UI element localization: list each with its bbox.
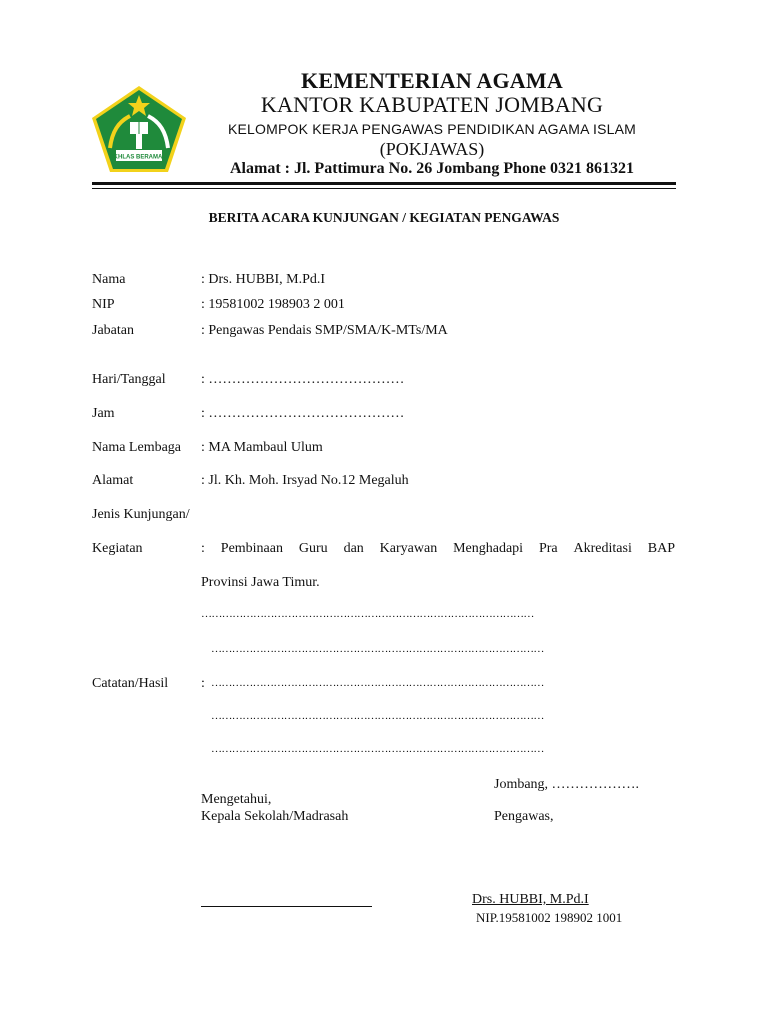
value-alamat: : Jl. Kh. Moh. Irsyad No.12 Megaluh — [201, 473, 409, 488]
kegiatan-word: Guru — [298, 541, 328, 556]
catatan-dotted-line-3: …………………………………………………………………………………… — [211, 743, 544, 755]
ministry-name: KEMENTERIAN AGAMA — [301, 68, 563, 93]
acknowledged-label: Mengetahui, — [201, 792, 272, 807]
supervisor-title: Pengawas, — [494, 809, 554, 824]
value-nama: : Drs. HUBBI, M.Pd.I — [201, 272, 326, 287]
value-kegiatan-line2: Provinsi Jawa Timur. — [201, 575, 320, 590]
principal-signature-line — [201, 906, 372, 907]
letterhead-divider-thick — [92, 182, 676, 185]
value-hari-tanggal: : …………………………………… — [201, 372, 405, 387]
label-jam: Jam — [92, 406, 115, 421]
kegiatan-word: Menghadapi — [453, 541, 524, 556]
place-date: Jombang, ………………. — [494, 777, 640, 792]
document-title: BERITA ACARA KUNJUNGAN / KEGIATAN PENGAWAS — [208, 210, 560, 225]
group-name: KELOMPOK KERJA PENGAWAS PENDIDIKAN AGAMA ISLAM — [227, 121, 637, 137]
catatan-colon: : — [201, 676, 205, 691]
value-jam: : …………………………………… — [201, 406, 405, 421]
kegiatan-dotted-line-1: …………………………………………………………………………………… — [201, 608, 534, 620]
kemenag-logo — [90, 84, 188, 174]
value-jabatan: : Pengawas Pendais SMP/SMA/K-MTs/MA — [201, 323, 448, 338]
kegiatan-word: Pra — [538, 541, 558, 556]
kegiatan-word: Akreditasi — [573, 541, 632, 556]
value-nip: : 19581002 198903 2 001 — [201, 297, 345, 312]
label-hari-tanggal: Hari/Tanggal — [92, 372, 166, 387]
group-acronym: (POKJAWAS) — [379, 139, 485, 159]
label-nip: NIP — [92, 297, 115, 312]
supervisor-name: Drs. HUBBI, M.Pd.I — [472, 892, 589, 907]
catatan-dotted-line-1: …………………………………………………………………………………… — [211, 677, 544, 689]
kegiatan-word: BAP — [647, 541, 675, 556]
kegiatan-word: dan — [343, 541, 364, 556]
label-nama-lembaga: Nama Lembaga — [92, 440, 182, 455]
label-alamat: Alamat — [92, 473, 134, 488]
catatan-dotted-line-2: …………………………………………………………………………………… — [211, 710, 544, 722]
letterhead-divider-thin — [92, 188, 676, 189]
kegiatan-colon: : — [201, 541, 205, 556]
label-jabatan: Jabatan — [92, 323, 134, 338]
supervisor-nip: NIP.19581002 198902 1001 — [476, 910, 623, 925]
kegiatan-dotted-line-2: …………………………………………………………………………………… — [211, 643, 544, 655]
principal-title: Kepala Sekolah/Madrasah — [201, 809, 349, 824]
logo-banner-text: IKHLAS BERAMAL — [112, 154, 166, 161]
value-nama-lembaga: : MA Mambaul Ulum — [201, 440, 323, 455]
office-address: Alamat : Jl. Pattimura No. 26 Jombang Phone 0321 861321 — [230, 160, 634, 177]
kegiatan-word: Pembinaan — [220, 541, 283, 556]
value-kegiatan-line1 — [201, 541, 675, 557]
label-nama: Nama — [92, 272, 126, 287]
kegiatan-word: Karyawan — [379, 541, 438, 556]
label-jenis-kunjungan: Jenis Kunjungan/ — [92, 507, 190, 522]
label-catatan-hasil: Catatan/Hasil — [92, 676, 169, 691]
label-kegiatan: Kegiatan — [92, 541, 143, 556]
office-name: KANTOR KABUPATEN JOMBANG — [260, 92, 604, 117]
